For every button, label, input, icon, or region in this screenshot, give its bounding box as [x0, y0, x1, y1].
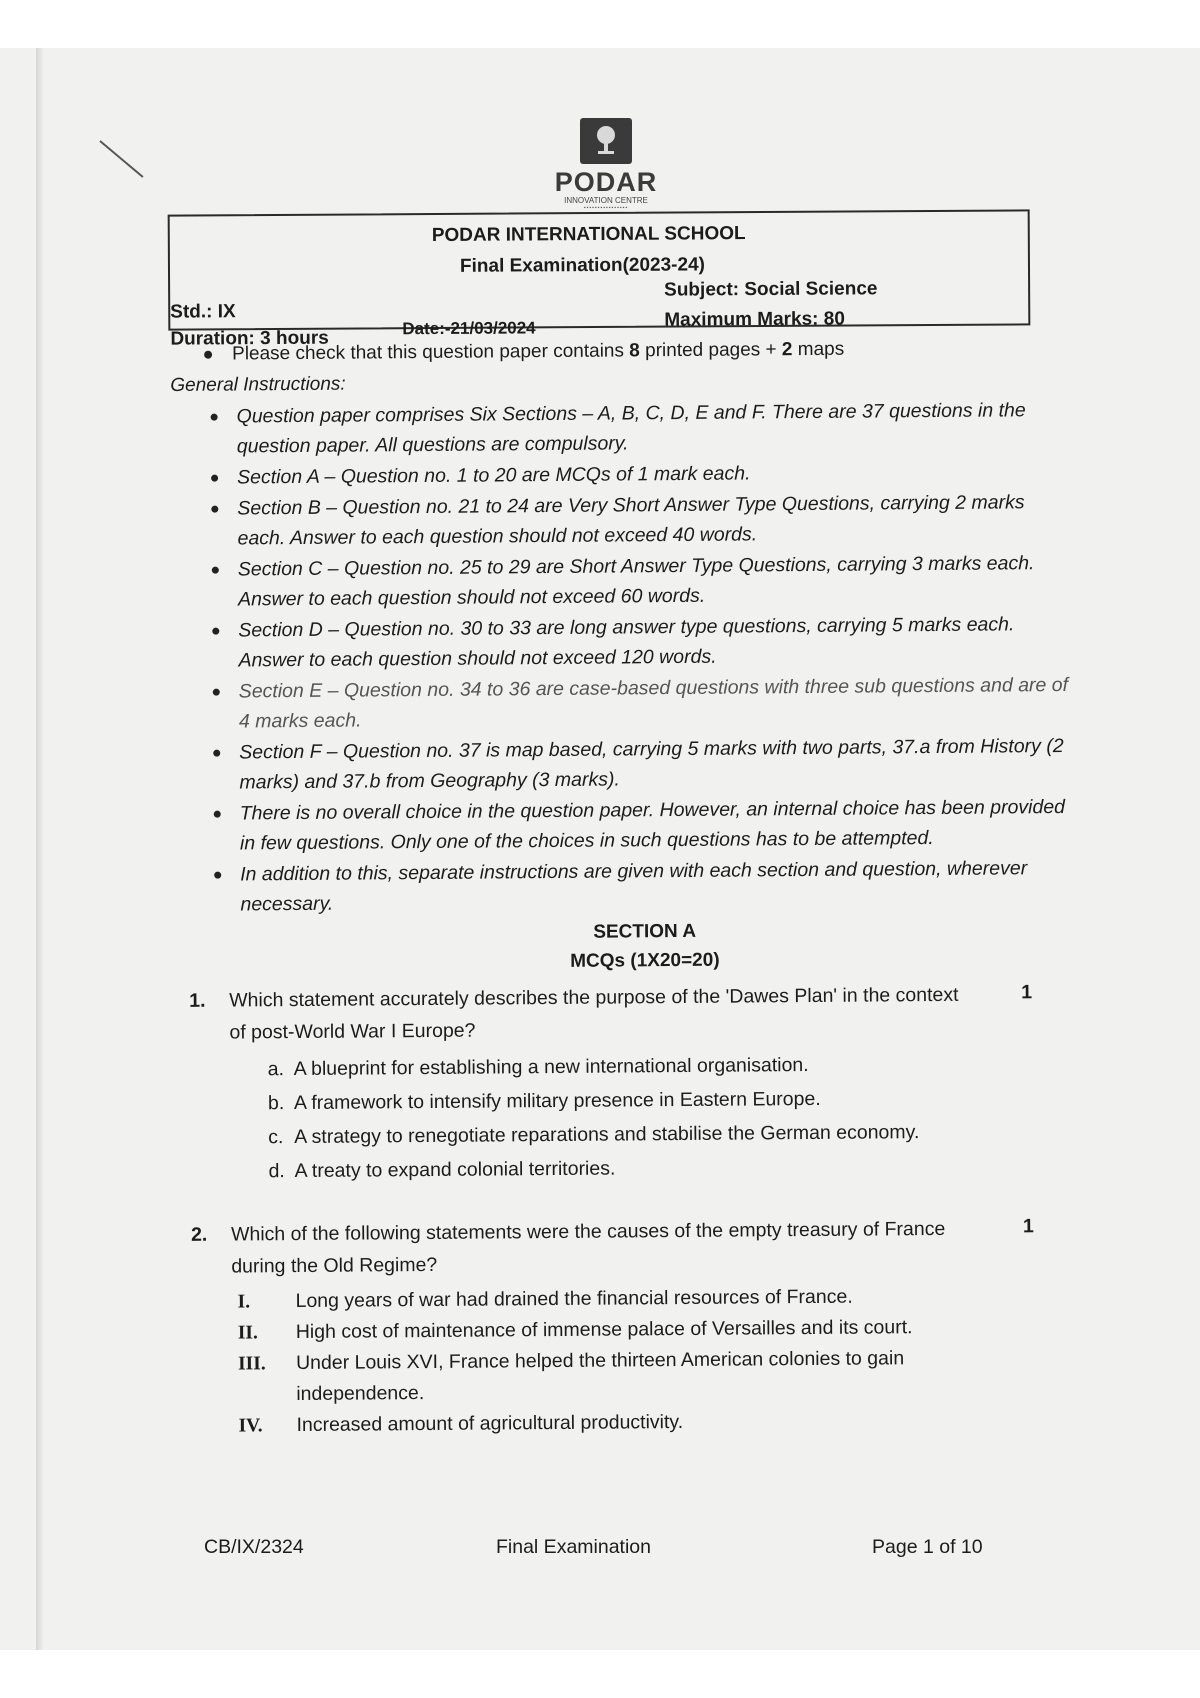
- statement-item: III. Under Louis XVI, France helped the thirteen American colonies to gain independence.: [237, 1347, 905, 1406]
- question-1: [175, 978, 1077, 1189]
- paper-edge: [36, 48, 44, 1650]
- school-name: PODAR INTERNATIONAL SCHOOL: [431, 223, 746, 247]
- instruction-item: There is no overall choice in the question paper. However, an internal choice has been provided in few questions. Only one of the choices in such questions has to be attempted.: [174, 792, 1074, 859]
- date-label: Date:-21/03/2024: [402, 318, 536, 339]
- instruction-item: Section A – Question no. 1 to 20 are MCQs of 1 mark each.: [171, 456, 1071, 493]
- option-a: a. A blueprint for establishing a new international organisation.: [267, 1054, 809, 1081]
- photo-border-bottom: [0, 1650, 1200, 1698]
- instruction-item: Section C – Question no. 25 to 29 are Short Answer Type Questions, carrying 3 marks each. Answer to each question should not exceed 60 words.: [172, 548, 1072, 615]
- exam-title: Final Examination(2023-24): [459, 254, 706, 277]
- statement-list: [237, 1280, 1078, 1442]
- logo-tagline-mark: ▪▪▪▪▪▪▪▪▪▪▪▪▪▪▪▪: [583, 205, 629, 211]
- paper-code: CB/IX/2324: [204, 1536, 304, 1558]
- question-text: Which of the following statements were the causes of the empty treasury of France during the Old Regime?: [230, 1217, 946, 1278]
- footer-title: Final Examination: [496, 1536, 651, 1558]
- std-label: Std.: IX: [170, 301, 236, 323]
- question-options: [268, 1046, 1077, 1188]
- section-a-subtitle: MCQs (1X20=20): [570, 949, 720, 972]
- instruction-item: Section E – Question no. 34 to 36 are case-based questions with three sub questions and are of 4 marks each.: [173, 670, 1073, 737]
- photo-border-top: [0, 0, 1200, 48]
- statement-item: I. Long years of war had drained the financial resources of France.: [237, 1285, 853, 1313]
- statement-item: II. High cost of maintenance of immense palace of Versailles and its court.: [237, 1316, 913, 1344]
- question-paper-body: [170, 333, 1079, 1442]
- question-text: Which statement accurately describes the purpose of the 'Dawes Plan' in the context of post-World War I Europe?: [229, 983, 959, 1044]
- option-b: b. A framework to intensify military presence in Eastern Europe.: [267, 1087, 821, 1115]
- question-marks: 1: [1022, 1215, 1034, 1238]
- statement-item: IV. Increased amount of agricultural productivity.: [238, 1411, 684, 1437]
- option-c: c. A strategy to renegotiate reparations and stabilise the German economy.: [268, 1121, 920, 1149]
- general-instructions-title: General Instructions:: [170, 373, 346, 396]
- instructions-list: [170, 395, 1074, 920]
- exam-header-box: [168, 209, 1031, 350]
- instruction-item: Section F – Question no. 37 is map based, carrying 5 marks with two parts, 37.a from History (2 marks) and 37.b from Geography (3 marks).: [173, 731, 1073, 798]
- logo-subtitle: INNOVATION CENTRE: [564, 196, 648, 205]
- option-d: d. A treaty to expand colonial territories.: [268, 1157, 616, 1183]
- question-marks: 1: [1021, 981, 1033, 1004]
- section-a-title: SECTION A: [593, 920, 697, 943]
- page-number: Page 1 of 10: [872, 1536, 983, 1558]
- duration-label: Duration: 3 hours: [170, 327, 329, 350]
- question-number: 1.: [189, 989, 206, 1012]
- pages-check-note: Please check that this question paper contains 8 printed pages + 2 maps: [204, 333, 1070, 370]
- logo-wordmark: PODAR: [554, 167, 658, 197]
- max-marks-label: Maximum Marks: 80: [664, 308, 845, 331]
- instruction-item: Section B – Question no. 21 to 24 are Very Short Answer Type Questions, carrying 2 marks each. Answer to each question should not exceed 40 words.: [171, 487, 1071, 554]
- instruction-item: In addition to this, separate instructions are given with each section and question, wherever necessary.: [174, 853, 1074, 920]
- tree-emblem-icon: [580, 118, 632, 164]
- school-logo: [540, 118, 672, 212]
- question-2: [177, 1212, 1079, 1442]
- bullet-icon: [204, 351, 212, 359]
- instruction-item: Question paper comprises Six Sections – A, B, C, D, E and F. There are 37 questions in the question paper. All questions are compulsory.: [170, 395, 1070, 462]
- subject-label: Subject: Social Science: [664, 278, 878, 301]
- question-number: 2.: [190, 1223, 208, 1246]
- instruction-item: Section D – Question no. 30 to 33 are long answer type questions, carrying 5 marks each. Answer to each question should not exceed 120 words.: [172, 609, 1072, 676]
